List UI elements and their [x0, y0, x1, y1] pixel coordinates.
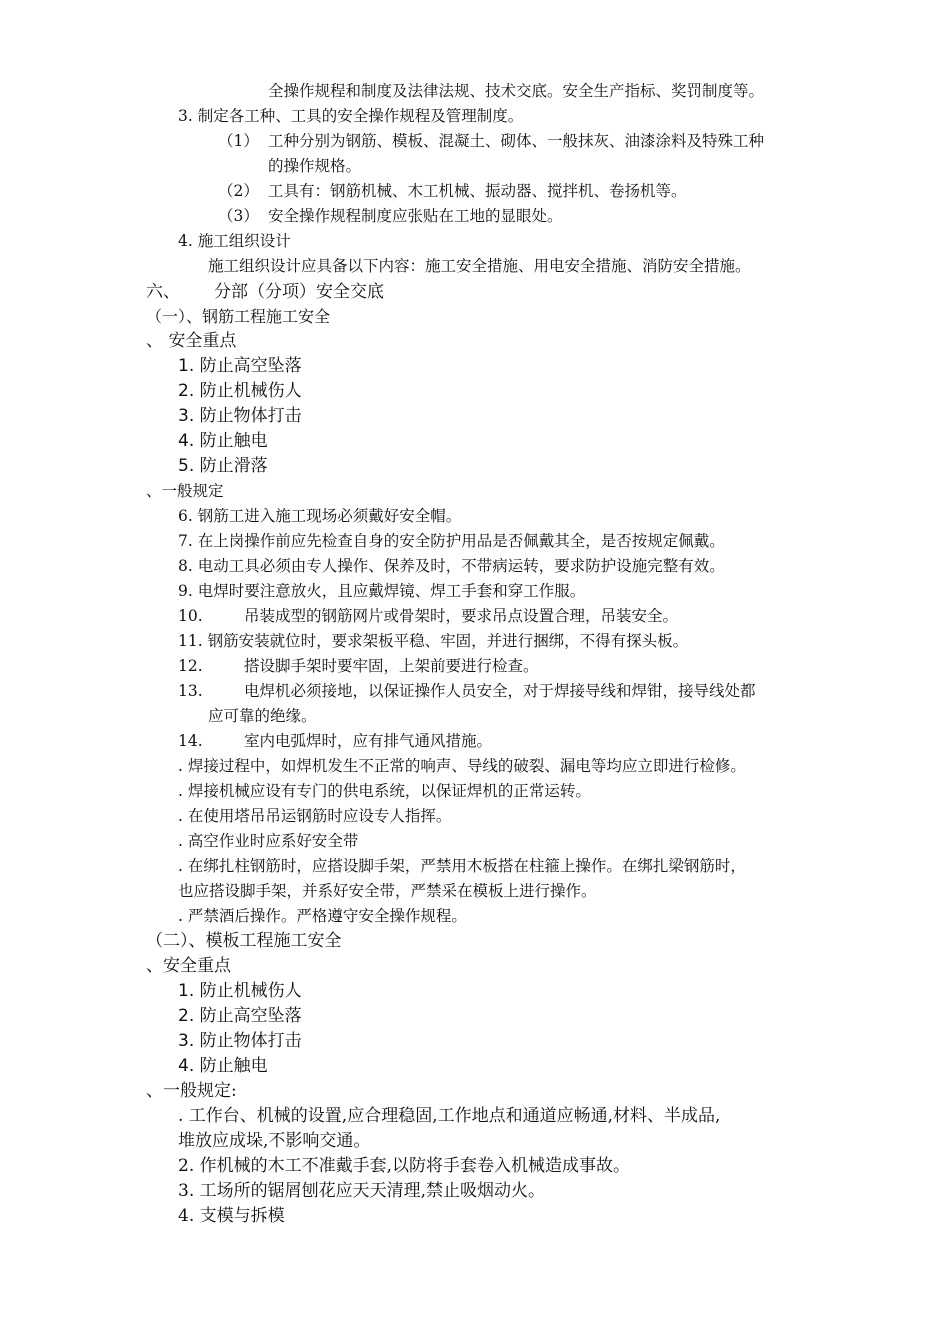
list-item: 11. 钢筋安装就位时，要求架板平稳、牢固，并进行捆绑，不得有探头板。 [178, 632, 689, 650]
list-item: . 在使用塔吊吊运钢筋时应设专人指挥。 [178, 807, 452, 825]
text-line: 的操作规格。 [268, 157, 362, 175]
list-item-number: 14. [178, 732, 203, 750]
list-item: 安全操作规程制度应张贴在工地的显眼处。 [268, 207, 563, 225]
list-item: . 工作台、机械的设置,应合理稳固,工作地点和通道应畅通,材料、半成品, [178, 1106, 721, 1126]
list-item-number: （3） [218, 207, 259, 225]
list-item: 吊装成型的钢筋网片或骨架时，要求吊点设置合理，吊装安全。 [244, 607, 679, 625]
subsection-heading: 、 安全重点 [146, 331, 237, 351]
list-item: 8. 电动工具必须由专人操作、保养及时，不带病运转，要求防护设施完整有效。 [178, 557, 725, 575]
list-item-number: 12. [178, 657, 203, 675]
list-item: 2. 作机械的木工不准戴手套,以防将手套卷入机械造成事故。 [178, 1156, 631, 1176]
text-line: 也应搭设脚手架，并系好安全带，严禁采在模板上进行操作。 [178, 882, 597, 900]
list-item: 9. 电焊时要注意放火，且应戴焊镜、焊工手套和穿工作服。 [178, 582, 586, 600]
key-point: 2. 防止机械伤人 [178, 381, 302, 401]
list-item: 4. 支模与拆模 [178, 1206, 285, 1226]
list-item: 6. 钢筋工进入施工现场必须戴好安全帽。 [178, 507, 462, 525]
key-point: 3. 防止物体打击 [178, 1031, 302, 1051]
list-item-number: 10. [178, 607, 203, 625]
text-line: 应可靠的绝缘。 [208, 707, 317, 725]
text-line: 堆放应成垛,不影响交通。 [178, 1131, 371, 1151]
list-item-number: （2） [218, 182, 259, 200]
subsection-heading: 、安全重点 [146, 956, 231, 976]
list-item: 4. 施工组织设计 [178, 232, 291, 250]
subsection-heading: 、一般规定: [146, 1081, 237, 1101]
list-item-number: 13. [178, 682, 203, 700]
list-item: 3. 制定各工种、工具的安全操作规程及管理制度。 [178, 107, 524, 125]
list-item: . 在绑扎柱钢筋时，应搭设脚手架，严禁用木板搭在柱箍上操作。在绑扎梁钢筋时， [178, 857, 746, 875]
key-point: 5. 防止滑落 [178, 456, 268, 476]
list-item: 3. 工场所的锯屑刨花应天天清理,禁止吸烟动火。 [178, 1181, 546, 1201]
list-item: 工种分别为钢筋、模板、混凝土、砌体、一般抹灰、油漆涂料及特殊工种 [268, 132, 765, 150]
list-item: . 严禁酒后操作。严格遵守安全操作规程。 [178, 907, 467, 925]
key-point: 1. 防止机械伤人 [178, 981, 302, 1001]
text-line: 全操作规程和制度及法律法规、技术交底。安全生产指标、奖罚制度等。 [268, 82, 765, 100]
subsection-heading: （二）、模板工程施工安全 [146, 931, 342, 951]
section-number: 六、 [146, 282, 180, 302]
subsection-heading: 、一般规定 [146, 482, 224, 500]
list-item-number: （1） [218, 132, 259, 150]
list-item: 工具有：钢筋机械、木工机械、振动器、搅拌机、卷扬机等。 [268, 182, 687, 200]
section-heading: 分部（分项）安全交底 [214, 282, 384, 302]
key-point: 4. 防止触电 [178, 1056, 268, 1076]
list-item: 室内电弧焊时，应有排气通风措施。 [244, 732, 493, 750]
subsection-heading: （一）、钢筋工程施工安全 [146, 307, 331, 326]
key-point: 2. 防止高空坠落 [178, 1006, 302, 1026]
key-point: 1. 防止高空坠落 [178, 356, 302, 376]
key-point: 4. 防止触电 [178, 431, 268, 451]
list-item: 搭设脚手架时要牢固，上架前要进行检查。 [244, 657, 539, 675]
list-item: . 高空作业时应系好安全带 [178, 832, 359, 850]
list-item: 7. 在上岗操作前应先检查自身的安全防护用品是否佩戴其全，是否按规定佩戴。 [178, 532, 725, 550]
list-item: . 焊接机械应设有专门的供电系统，以保证焊机的正常运转。 [178, 782, 591, 800]
key-point: 3. 防止物体打击 [178, 406, 302, 426]
list-item: . 焊接过程中，如焊机发生不正常的响声、导线的破裂、漏电等均应立即进行检修。 [178, 757, 746, 775]
text-line: 施工组织设计应具备以下内容：施工安全措施、用电安全措施、消防安全措施。 [208, 257, 751, 275]
list-item: 电焊机必须接地，以保证操作人员安全，对于焊接导线和焊钳，接导线处都 [244, 682, 756, 700]
